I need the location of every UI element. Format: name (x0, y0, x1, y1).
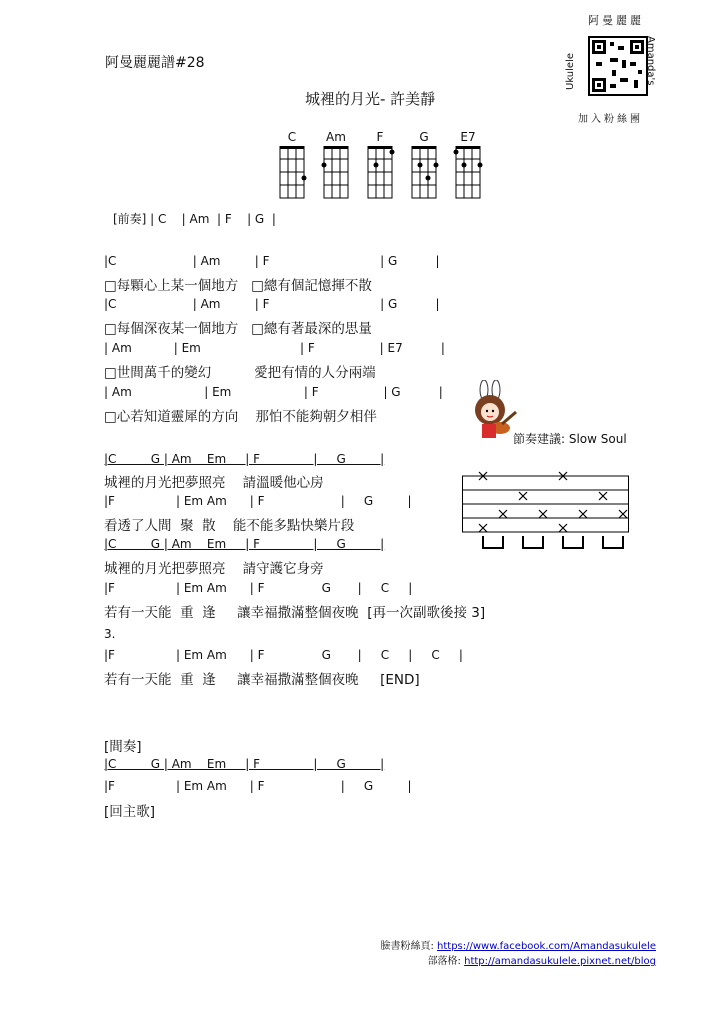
chord-name-e7: E7 (460, 130, 476, 144)
blog-link[interactable]: http://amandasukulele.pixnet.net/blog (464, 956, 656, 967)
verse-chord-1: |C | Am | F | G | (104, 254, 440, 268)
chord-name-am: Am (326, 130, 346, 144)
chorus-chord-4: |F | Em Am | F G | C | (104, 581, 413, 595)
rhythm-suggestion: 節奏建議: Slow Soul (513, 432, 627, 446)
verse-lyric-4: □心若知道靈犀的方向 那怕不能夠朝夕相伴 (104, 409, 377, 425)
chorus-chord-6: |F | Em Am | F G | C | C | (104, 648, 463, 662)
chorus-chord-3: |C G | Am Em | F | G | (104, 537, 385, 551)
footer-facebook (380, 937, 656, 952)
interlude-chord-2: |F | Em Am | F | G | (104, 779, 412, 793)
verse-chord-2: |C | Am | F | G | (104, 297, 440, 311)
chord-name-g: G (419, 130, 429, 144)
brand-amanda-label: Amanda's (645, 36, 656, 86)
chorus-lyric-1: 城裡的月光把夢照亮 請溫暖他心房 (104, 475, 324, 491)
verse-lyric-3: □世間萬千的變幻 愛把有情的人分兩端 (104, 365, 376, 381)
chord-name-f: F (376, 130, 384, 144)
footer-blog (428, 952, 656, 967)
back-to-verse: [回主歌] (104, 804, 156, 820)
chorus-lyric-6: 若有一天能 重 逢 讓幸福撒滿整個夜晚 [END] (104, 672, 420, 688)
brand-ukulele-label: Ukulele (565, 52, 576, 90)
brand-join-label: 加入粉絲團 (578, 114, 643, 125)
brand-name: 阿曼麗麗 (588, 14, 644, 27)
mascot-illustration (466, 380, 520, 442)
chorus-chord-1: |C G | Am Em | F | G | (104, 452, 385, 466)
interlude-chord-1: |C G | Am Em | F | G | (104, 757, 385, 771)
ending-marker: 3. (104, 627, 116, 641)
intro-line: [前奏] | C | Am | F | G | (113, 212, 276, 226)
qr-code (588, 36, 648, 96)
chorus-chord-2: |F | Em Am | F | G | (104, 494, 412, 508)
chord-grids (276, 146, 488, 202)
verse-lyric-2: □每個深夜某一個地方 □總有著最深的思量 (104, 321, 372, 337)
chorus-lyric-4: 若有一天能 重 逢 讓幸福撒滿整個夜晚 [再一次副歌後接 3] (104, 605, 486, 621)
song-title: 城裡的月光- 許美靜 (305, 90, 436, 108)
series-label: 阿曼麗麗譜#28 (105, 55, 205, 71)
facebook-label: 臉書粉絲頁: (380, 941, 434, 952)
chorus-lyric-2: 看透了人間 聚 散 能不能多點快樂片段 (104, 518, 355, 534)
facebook-link[interactable]: https://www.facebook.com/Amandasukulele (437, 941, 656, 952)
chord-name-c: C (287, 130, 297, 144)
verse-chord-4: | Am | Em | F | G | (104, 385, 443, 399)
interlude-label: [間奏] (104, 739, 142, 755)
strum-pattern (462, 466, 630, 552)
chorus-lyric-3: 城裡的月光把夢照亮 請守護它身旁 (104, 561, 324, 577)
blog-label: 部落格: (427, 956, 461, 967)
verse-chord-3: | Am | Em | F | E7 | (104, 341, 445, 355)
verse-lyric-1: □每顆心上某一個地方 □總有個記憶揮不散 (104, 278, 372, 294)
